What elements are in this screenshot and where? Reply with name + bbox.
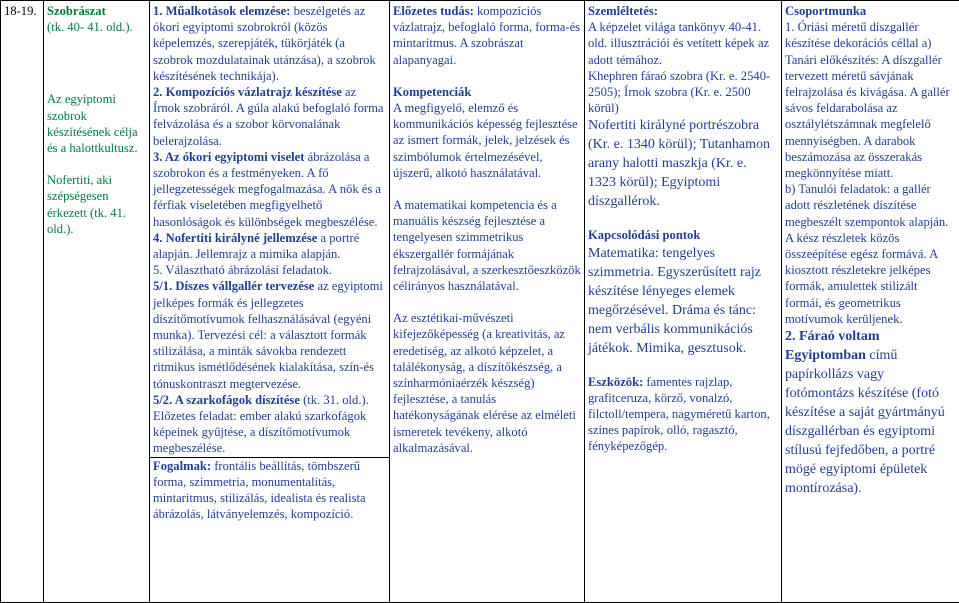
activity-5-1: 5/1. Díszes vállgallér tervezése az egyiptomi jelképes formák és jellegzetes díszítőmotívumok felhasználásával (egyéni munka). Tervezési cél: a választott formák stilizálása, a minták sávokba rendezett ritmikus ismétlődésének kialakítása, szín-és tónuskontraszt megtervezése. xyxy=(153,279,383,391)
topic-nofertiti: Nofertiti, aki szépségesen érkezett (tk. 41. old.). xyxy=(47,173,127,236)
prior-knowledge: Előzetes tudás: kompozíciós vázlatrajz, befoglaló forma, forma-és mintaritmus. A szobrászat alapanyagai. xyxy=(393,4,581,67)
links-heading: Kapcsolódási pontok xyxy=(588,228,701,243)
tools-text: Eszközök: famentes rajzlap, grafitceruza, körző, vonalzó, filctoll/tempera, nagyméretű karton, színes papírok, olló, ragasztó, fényképezőgép. xyxy=(588,374,770,454)
aesthetic-competency: Az esztétikai-művészeti kifejezőképesség (a kreativitás, az eredetiség, az alkotó képzelet, a találékonyság, a díszítőkészség, a színharmóniaérzék készség) fejlesztése, a tanulás hatékonyságának elérése az elméleti ismeretek tevékeny, alkotó alkalmazásával. xyxy=(393,311,576,455)
resources-cell xyxy=(585,1,782,603)
lesson-number-cell xyxy=(1,1,44,603)
illustration-heading: Szemléltetés: xyxy=(588,4,658,18)
competencies-text: A megfigyelő, elemző és kommunikációs képesség fejlesztése az ismert formák, jelek, jelzések és szimbólumok értelmezésével, újszerű, alkotó használatával. xyxy=(393,101,578,180)
lesson-number: 18-19. xyxy=(4,4,37,18)
groupwork-p3: 2. Fáraó voltam Egyiptomban című papírkollázs vagy fotómontázs készítése (fotó készítése a saját gyártmányú díszgallérban és egyiptomi stílusú fejfedőben, a portré mögé egyiptomi épületek montírozása). xyxy=(785,329,945,497)
groupwork-heading: Csoportmunka xyxy=(785,4,867,18)
groupwork-cell xyxy=(782,1,959,603)
activity-4: 4. Nofertiti királyné jellemzése a portré alapján. Jellemrajz a mimika alapján. xyxy=(153,230,360,262)
activity-5-2: 5/2. A szarkofágok díszítése (tk. 31. old.). Előzetes feladat: ember alakú szarkofágok képeinek gyűjtése, a díszítőmotívumok megbeszélése. xyxy=(153,392,369,456)
illustration-text-2: Khephren fáraó szobra (Kr. e. 2540- 2505); Írnok szobra (Kr. e. 2500 körül) xyxy=(588,68,771,116)
topic-ref: (tk. 40- 41. old.). xyxy=(47,20,133,35)
activity-1: 1. Műalkotások elemzése: beszélgetés az ókori egyiptomi szobrokról (közös képelemzés, szerepjáték, tükörjáték (a szobrok mozdulatainak utánzása), a szobrok készítésének technikája). xyxy=(153,4,376,83)
topic-goal: Az egyiptomi szobrok készítésének célja és a halottkultusz. xyxy=(47,92,138,156)
illustration-text-3: Nofertiti királyné portrészobra (Kr. e. 1340 körül); Tutanhamon arany halotti maszkja (Kr. e. 1323 körül); Egyiptomi díszgallérok. xyxy=(588,118,770,210)
groupwork-p1: 1. Óriási méretű díszgallér készítése dekorációs céllal a) Tanári előkészítés: A díszgallér tervezett méretű sávjának felrajzolása és kivágása. A gallér sávos feldarabolása az osztálylétszámnak megfelelő mennyiségben. A darabok beszámozása az összerakás megkönnyítése miatt. xyxy=(785,20,950,181)
activity-5: 5. Választható ábrázolási feladatok. xyxy=(153,263,333,278)
illustration-text-1: A képzelet világa tankönyv 40-41. old. illusztrációi és vetített képek az adott témához. xyxy=(588,20,770,67)
table-row xyxy=(1,1,959,603)
competencies-cell xyxy=(390,1,585,603)
concepts: Fogalmak: frontális beállítás, tömbszerű forma, szimmetria, monumentalitás, mintaritmus, stilizálás, idealista és realista ábrázolás, látványelemzés, kompozíció. xyxy=(150,457,389,523)
topic-title: Szobrászat xyxy=(47,4,106,18)
activity-3: 3. Az ókori egyiptomi viselet ábrázolása a szobrokon és a festményeken. A fő jellegzetességek megfogalmazása. A nők és a férfiak viseletében megfigyelhető hasonlóságok és különbségek megbeszélése. xyxy=(153,149,381,229)
topic-cell xyxy=(44,1,150,603)
competencies-heading: Kompetenciák xyxy=(393,84,472,99)
math-competency: A matematikai kompetencia és a manuális készség fejlesztése a tengelyesen szimmetrikus ékszergallér formájának felrajzolásával, a szerkesztőeszközök célirányos használatával. xyxy=(393,198,581,294)
groupwork-p2: b) Tanulói feladatok: a gallér adott részletének díszítése megbeszélt szempontok alapján. A kész részletek közös összeépítése egész formává. A kiosztott részletekre jelképes formák, amulettek stilizált formái, és geometrikus motívumok kerüljenek. xyxy=(785,182,949,326)
activity-2: 2. Kompozíciós vázlatrajz készítése az Írnok szobráról. A gúla alakú befoglaló forma felvázolása és a szobor körvonalának belerajzolása. xyxy=(153,85,384,148)
links-text: Matematika: tengelyes szimmetria. Egyszerűsített rajz készítése lényeges elemek megőrzésével. Dráma és tánc: nem verbális kommunikációs játékok. Mimika, gesztusok. xyxy=(588,245,761,356)
activities-cell xyxy=(150,1,390,603)
